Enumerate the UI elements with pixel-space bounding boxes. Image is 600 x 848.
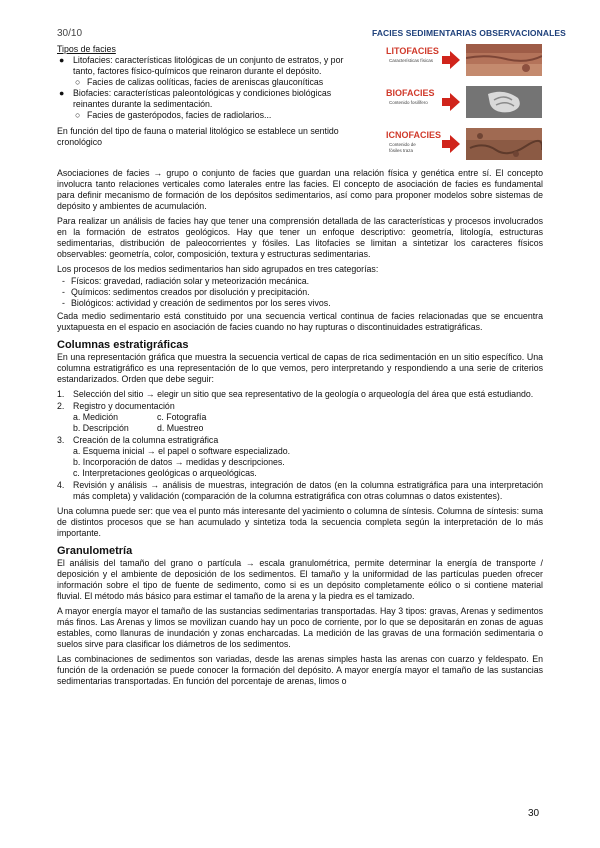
circle-bullet-icon: ○: [75, 110, 81, 120]
tipo-text: Biofacies: características paleontológicas y condiciones biológicas reinantes durante la sedimentación.: [73, 88, 332, 109]
arrow-head-icon: [450, 51, 460, 69]
main-content: [57, 168, 543, 691]
substep-row: [73, 412, 543, 423]
tipos-sublist: [57, 77, 362, 88]
list-item: - Químicos: sedimentos creados por disolución y precipitación.: [62, 287, 310, 297]
substep-row: [73, 423, 543, 434]
paragraph: Las combinaciones de sedimentos son variadas, desde las arenas simples hasta las arenas con cuarzo y feldespato. En función de la ordenación se puede conocer la formación del depósito. A mayor energía mayor el tamaño de las sustancias sedimentarias transportadas. En función del porcentaje de arenas, limos o: [57, 654, 543, 686]
step-text: Creación de la columna estratigráfica: [73, 435, 219, 445]
biofacies-fossil-photo: [466, 86, 542, 118]
paragraph: A mayor energía mayor el tamaño de las sustancias sedimentarias transportadas. Hay 3 tipos: gravas, Arenas y sedimentos más finos. Las Arenas y limos se movilizan cuando hay un poco de corriente, por lo que se depositarán en zonas de aguas estables, como llanuras de inundación y zonas encharcadas. La medición de las gravas de una formación sedimentaria o suelos sirve para clasificar los diámetros de los sedimentos.: [57, 606, 543, 649]
paragraph: El análisis del tamaño del grano o partícula → escala granulométrica, permite determinar la energía de transporte / deposición y el ambiente de deposición de los sedimentos. El tamaño y la uniformidad de las partículas pueden ofrecer información sobre el tipo de fuente de sedimento, como si es un depósito completamente eólico o si contiene material fluvial. El método más básico para estimar el tamaño de la arena y la piedra es el tamizado.: [57, 558, 543, 601]
substep-text: a. Esquema inicial → el papel o software especializado.: [73, 446, 291, 456]
list-item: [57, 435, 543, 479]
tipo-sub: Facies de calizas oolíticas, facies de areniscas glauconíticas: [87, 77, 324, 87]
figure-row-litofacies: [386, 44, 546, 78]
list-item: [73, 110, 362, 121]
proceso-text: Físicos: gravedad, radiación solar y meteorización mecánica.: [71, 276, 310, 286]
proceso-text: Químicos: sedimentos creados por disolución y precipitación.: [71, 287, 310, 297]
tipos-list: [57, 88, 362, 110]
figure-sublabel-icnofacies: Contenido de fósiles traza: [389, 142, 416, 153]
step-text: Revisión y análisis → análisis de muestras, integración de datos (en la columna estratigráfica para una interpretación más completa) y validación (comparación de la columna estratigráfica con otras columnas o datos existentes).: [73, 480, 543, 501]
list-item: [57, 389, 543, 400]
step-number: 1.: [57, 389, 65, 399]
figure-title: FACIES SEDIMENTARIAS OBSERVACIONALES: [372, 28, 566, 38]
paragraph: Cada medio sedimentario está constituido por una secuencia vertical continua de facies relacionadas que se encuentra yuxtapuesta en el espacio en asociación de facies cuando no hay rupturas o discontinuidades estratigráficas.: [57, 311, 543, 332]
paragraph: En una representación gráfica que muestra la secuencia vertical de capas de rica sedimentación en un sitio específico. Una columna estratigráfico es una representación de lo que vemos, pero interpretando y respondiendo a una serie de criterios estandarizados. Orden que debe seguir:: [57, 352, 543, 384]
step-substeps: [73, 446, 543, 479]
substep-text: c. Interpretaciones geológicas o arqueológicas.: [73, 468, 257, 478]
facies-figure: [386, 44, 546, 162]
page-number: 30: [528, 808, 540, 819]
figure-label-icnofacies: ICNOFACIES: [386, 130, 442, 140]
procesos-list: [57, 276, 543, 309]
list-item: [57, 88, 362, 110]
tipos-sublist: [57, 110, 362, 121]
arrow-head-icon: [450, 135, 460, 153]
figure-label-biofacies: BIOFACIES: [386, 88, 435, 98]
list-item: - Biológicos: actividad y creación de sedimentos por los seres vivos.: [62, 298, 331, 308]
bullet-icon: ●: [59, 88, 65, 98]
section-heading: Granulometría: [57, 545, 133, 557]
substep-text: c. Fotografía: [157, 412, 207, 422]
section-heading: Columnas estratigráficas: [57, 339, 189, 351]
list-item: [57, 480, 543, 502]
step-number: 3.: [57, 435, 65, 445]
bullet-icon: ●: [59, 55, 65, 65]
figure-sublabel-litofacies: Características físicas: [389, 58, 434, 63]
figure-sublabel-biofacies: Contenido fosilífero: [389, 100, 428, 105]
tipos-de-facies-section: [57, 44, 362, 152]
substep-text: b. Incorporación de datos → medidas y descripciones.: [73, 457, 285, 467]
icnofacies-trace-photo: [466, 128, 542, 160]
list-item: - Físicos: gravedad, radiación solar y meteorización mecánica.: [62, 276, 310, 286]
figure-row-icnofacies: [386, 128, 546, 162]
step-number: 4.: [57, 480, 65, 490]
substep-text: d. Muestreo: [157, 423, 204, 433]
tipos-note: En función del tipo de fauna o material litológico se establece un sentido cronológico: [57, 126, 339, 147]
page-date: 30/10: [57, 28, 83, 39]
step-text: Registro y documentación: [73, 401, 175, 411]
paragraph: Asociaciones de facies → grupo o conjunto de facies que guardan una relación física y genética entre sí. El concepto involucra tanto relaciones verticales como laterales entre las facies. El concepto de asociación de facies es fundamental para definir mecanismo de formación de los depósitos sedimentarios, así como para proponer modelos sobre sistemas de depósito y ambientes de acumulación.: [57, 168, 543, 211]
proceso-text: Biológicos: actividad y creación de sedimentos por los seres vivos.: [71, 298, 331, 308]
figure-row-biofacies: [386, 86, 546, 120]
list-item: [73, 77, 362, 88]
litofacies-rock-photo: [466, 44, 542, 76]
tipo-sub: Facies de gasterópodos, facies de radiolarios...: [87, 110, 272, 120]
step-text: Selección del sitio → elegir un sitio que sea representativo de la geología o arqueología del área que está estudiando.: [73, 389, 534, 399]
paragraph: Una columna puede ser: que vea el punto más interesante del yacimiento o columna de síntesis. Columna de síntesis: suma de distintos procesos que se han acumulado y sintetiza toda la secuencia completa según la interpretación de lo más importante.: [57, 506, 543, 538]
list-item: [57, 55, 362, 77]
paragraph: Los procesos de los medios sedimentarios han sido agrupados en tres categorías:: [57, 264, 379, 274]
steps-list: [57, 389, 543, 502]
substep-text: a. Medición: [73, 412, 118, 422]
list-item: [57, 401, 543, 434]
tipos-list: [57, 55, 362, 77]
step-number: 2.: [57, 401, 65, 411]
figure-label-litofacies: LITOFACIES: [386, 46, 439, 56]
arrow-head-icon: [450, 93, 460, 111]
paragraph: Para realizar un análisis de facies hay que tener una comprensión detallada de las características y procesos involucrados en la formación de estratos geológicos. Hay que tener un enfoque descriptivo: geometría, litología, estructuras sedimentarias, distribución de paleocorrientes y fósiles. Las litofacies se limitan a sintetizar los caracteres físicos observables: geometría, color, composición, textura y estructuras sedimentarias.: [57, 216, 543, 259]
tipos-heading: Tipos de facies: [57, 44, 116, 54]
step-substeps: [73, 412, 543, 434]
substep-text: b. Descripción: [73, 423, 129, 433]
circle-bullet-icon: ○: [75, 77, 81, 87]
tipo-text: Litofacies: características litológicas de un conjunto de estratos, y por tanto, factores físico-químicos que reinaron durante el depósito.: [73, 55, 344, 76]
